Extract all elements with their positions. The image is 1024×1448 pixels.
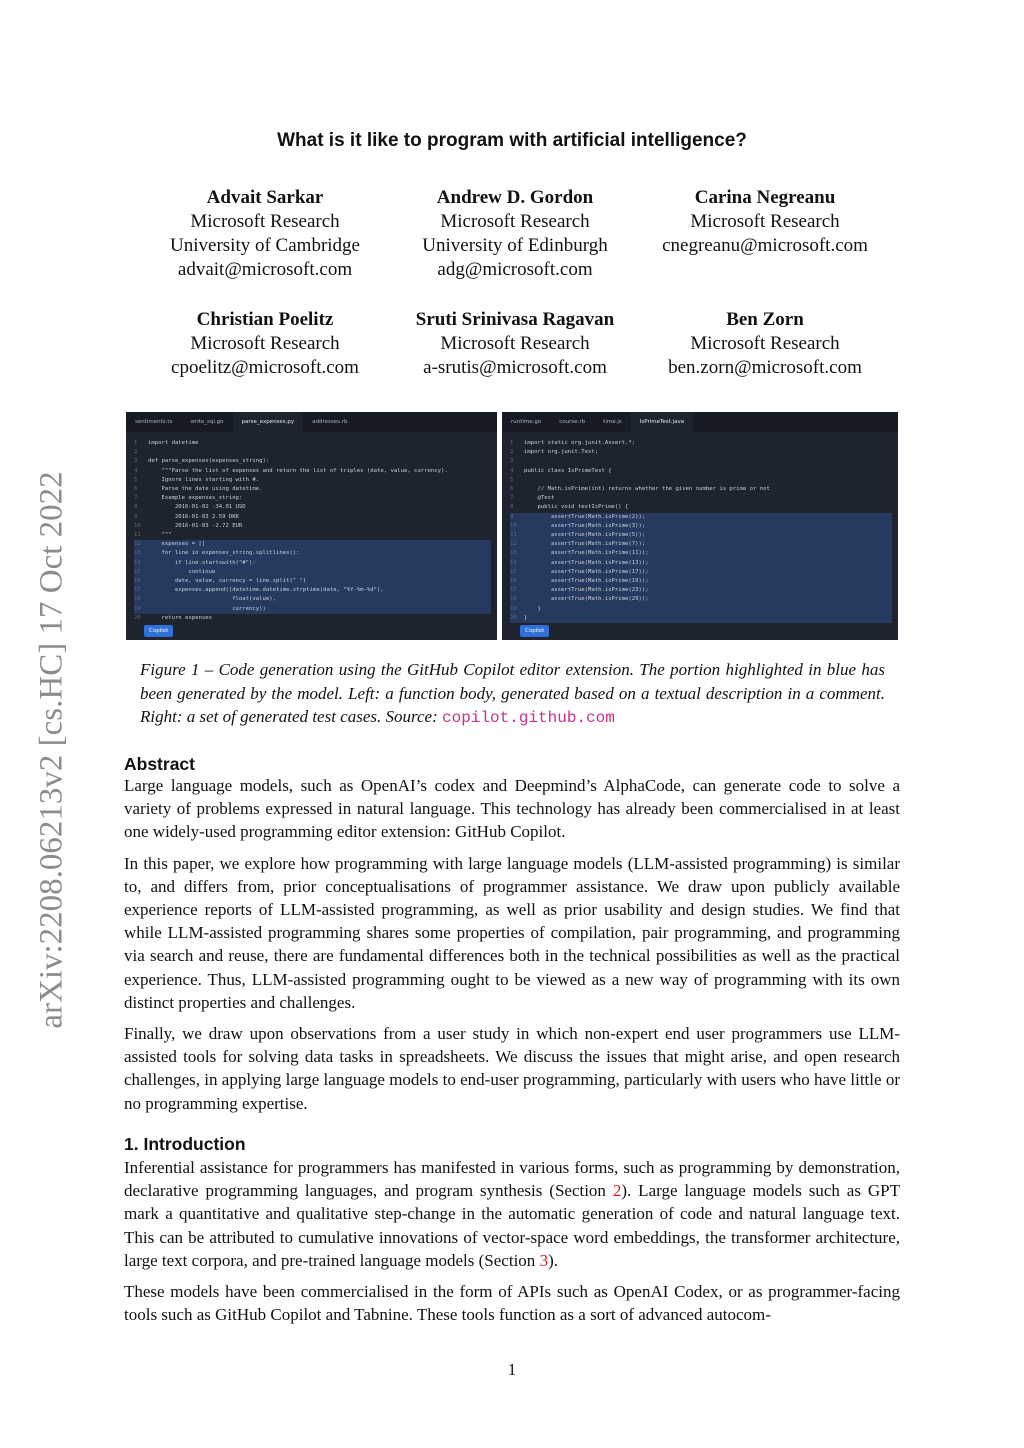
author <box>140 308 390 380</box>
line-number: 5 <box>134 476 138 483</box>
line-number: 9 <box>510 513 514 520</box>
code-listing <box>126 432 497 623</box>
code-line <box>510 540 892 549</box>
author-affiliation: Microsoft Research <box>690 211 840 232</box>
author-email: a-srutis@microsoft.com <box>423 357 607 378</box>
intro-paragraph: These models have been commercialised in the form of APIs such as OpenAI Codex, or as programmer-facing tools such as GitHub Copilot and Tabnine. These tools function as a sort of advanced autocom- <box>124 1282 900 1325</box>
code-text: assertTrue(Math.isPrime(29)); <box>524 596 649 603</box>
introduction-heading: 1. Introduction <box>124 1134 246 1154</box>
line-number: 18 <box>134 596 141 603</box>
line-number: 20 <box>134 614 141 621</box>
code-text: assertTrue(Math.isPrime(23)); <box>524 587 649 594</box>
code-text: """Parse the list of expenses and return the list of triples (date, value, currency). <box>148 467 448 474</box>
code-text: return expenses <box>148 614 212 621</box>
code-text: assertTrue(Math.isPrime(2)); <box>524 513 646 520</box>
line-number: 15 <box>134 568 141 575</box>
abstract-paragraph: In this paper, we explore how programming with large language models (LLM-assisted programming) is similar to, and differs from, prior conceptualisations of programmer assistance. We draw upon publicly available experience reports of LLM-assisted programming, as well as prior usability and design studies. We find that while LLM-assisted programming shares some properties of compilation, pair programming, and programming via search and reuse, there are fundamental differences both in the technical possibilities as well as the practical experience. Thus, LLM-assisted programming ought to be viewed as a new way of programming with its own distinct properties and challenges. <box>124 853 900 1012</box>
editor-tab-active: parse_expenses.py <box>233 412 304 432</box>
code-text: public void testIsPrime() { <box>524 504 629 511</box>
abstract-paragraph: Large language models, such as OpenAI’s codex and Deepmind’s AlphaCode, can generate code to solve a variety of problems expressed in natural language. This technology has already been commercialised in at least one widely-used programming editor extension: GitHub Copilot. <box>124 776 900 842</box>
intro-paragraph <box>124 1156 900 1272</box>
copilot-button: Copilot <box>144 625 173 637</box>
code-line <box>510 467 898 476</box>
section-ref-link[interactable]: 3 <box>539 1250 549 1270</box>
line-number: 3 <box>134 458 138 465</box>
code-text: currency)) <box>148 605 266 612</box>
code-text: Ignore lines starting with #. <box>148 476 260 483</box>
figure-caption <box>140 658 885 731</box>
code-text: 2016-01-03 2.59 DKK <box>148 513 239 520</box>
line-number: 7 <box>134 495 138 502</box>
page-number: 1 <box>507 1360 517 1379</box>
code-line <box>510 439 898 448</box>
author <box>390 186 640 282</box>
code-line <box>510 503 898 512</box>
code-line <box>510 522 892 531</box>
caption-source-link[interactable]: copilot.github.com <box>442 709 615 727</box>
code-text: Example expenses_string: <box>148 495 243 502</box>
code-line <box>134 457 497 466</box>
code-line <box>134 559 491 568</box>
author-name: Christian Poelitz <box>196 309 334 330</box>
intro-text: ). Large language models such as GPT mark a quantitative and qualitative step-change in the automatic generation of code and natural language text. This can be attributed to cumulative innovations of vector-space word embeddings, the transformer architecture, large text corpora, and pre-trained language models (Section <box>124 1181 900 1270</box>
paper-title: What is it like to program with artificial intelligence? <box>277 130 747 151</box>
author-name: Ben Zorn <box>726 309 804 330</box>
author-name: Sruti Srinivasa Ragavan <box>415 309 615 330</box>
line-number: 10 <box>134 522 141 529</box>
author-affiliation: Microsoft Research <box>690 333 840 354</box>
code-text: for line in expenses_string.splitlines(): <box>148 550 300 557</box>
figure-right-editor-screenshot <box>502 412 898 640</box>
author-email: cnegreanu@microsoft.com <box>662 235 868 256</box>
code-line <box>134 467 497 476</box>
line-number: 12 <box>510 541 517 548</box>
line-number: 4 <box>134 467 138 474</box>
line-number: 9 <box>134 513 138 520</box>
line-number: 17 <box>134 587 141 594</box>
code-text: 2016-01-02 -34.01 USD <box>148 504 246 511</box>
code-line <box>510 531 892 540</box>
code-text: assertTrue(Math.isPrime(13)); <box>524 559 649 566</box>
editor-tab: addresses.rb <box>312 419 348 425</box>
line-number: 12 <box>134 541 141 548</box>
line-number: 8 <box>134 504 138 511</box>
code-line <box>134 614 497 623</box>
code-text: public class IsPrimeTest { <box>524 467 612 474</box>
line-number: 11 <box>510 532 517 539</box>
line-number: 17 <box>510 587 517 594</box>
line-number: 2 <box>510 449 514 456</box>
intro-text: ). <box>548 1250 558 1270</box>
line-number: 6 <box>510 486 514 493</box>
author-block <box>140 186 890 380</box>
code-line <box>510 614 892 623</box>
author-affiliation: Microsoft Research <box>440 333 590 354</box>
code-line <box>134 448 497 457</box>
code-text: } <box>524 605 541 612</box>
author-affiliation: University of Cambridge <box>170 235 360 256</box>
editor-tab: runtime.go <box>511 419 542 425</box>
code-text: Parse the date using datetime. <box>148 486 263 493</box>
line-number: 14 <box>134 559 141 566</box>
code-text: expenses = [] <box>148 541 206 548</box>
line-number: 5 <box>510 476 514 483</box>
code-line <box>134 494 497 503</box>
line-number: 11 <box>134 532 141 539</box>
author <box>640 308 890 380</box>
code-line <box>134 522 497 531</box>
editor-tab-bar <box>126 412 497 432</box>
arxiv-stamp: arXiv:2208.06213v2 [cs.HC] 17 Oct 2022 <box>33 471 70 1029</box>
intro-text: Inferential assistance for programmers has manifested in various forms, such as programming by demonstration, declarative programming languages, and program synthesis (Section <box>124 1158 900 1201</box>
author-affiliation: Microsoft Research <box>190 211 340 232</box>
line-number: 16 <box>510 578 517 585</box>
code-line <box>510 448 898 457</box>
code-line <box>510 605 892 614</box>
section-ref-link[interactable]: 2 <box>612 1181 622 1201</box>
caption-text: Figure 1 – Code generation using the GitHub Copilot editor extension. The portion highlighted in blue has been generated by the model. Left: a function body, generated based on a textual description in a comment. Right: a set of generated test cases. Source: <box>140 660 885 726</box>
author-name: Andrew D. Gordon <box>436 187 594 208</box>
code-line <box>134 540 491 549</box>
code-text: } <box>524 614 528 621</box>
editor-tab: write_sql.go <box>190 419 224 425</box>
code-text: assertTrue(Math.isPrime(11)); <box>524 550 649 557</box>
code-line <box>510 485 898 494</box>
code-line <box>134 549 491 558</box>
code-text: assertTrue(Math.isPrime(17)); <box>524 568 649 575</box>
code-text: import static org.junit.Assert.*; <box>524 440 636 446</box>
code-text: expenses.append((datetime.datetime.strptime(date, "%Y-%m-%d"), <box>148 587 384 594</box>
code-line <box>510 559 892 568</box>
code-text: 2016-01-03 -2.72 EUR <box>148 522 243 529</box>
line-number: 10 <box>510 522 517 529</box>
code-text: assertTrue(Math.isPrime(19)); <box>524 578 649 585</box>
line-number: 1 <box>134 440 138 446</box>
code-line <box>134 503 497 512</box>
code-text: date, value, currency = line.split(" ") <box>148 578 307 585</box>
code-line <box>510 549 892 558</box>
code-text: def parse_expenses(expenses_string): <box>148 458 270 465</box>
abstract-body <box>124 774 900 1123</box>
code-line <box>134 595 491 604</box>
author-name: Carina Negreanu <box>694 187 836 208</box>
code-line <box>134 577 491 586</box>
code-line <box>510 494 898 503</box>
code-line <box>134 568 491 577</box>
code-line <box>510 568 892 577</box>
author-name: Advait Sarkar <box>206 187 324 208</box>
code-listing <box>502 432 898 623</box>
line-number: 7 <box>510 495 514 502</box>
code-text: float(value), <box>148 596 276 603</box>
line-number: 13 <box>134 550 141 557</box>
editor-tab-active: IsPrimeTest.java <box>631 412 693 432</box>
figure-left-editor-screenshot <box>126 412 497 640</box>
line-number: 6 <box>134 486 138 493</box>
line-number: 15 <box>510 568 517 575</box>
code-text: continue <box>148 568 216 575</box>
editor-tab: sentiments.ts <box>135 419 173 425</box>
code-line <box>134 439 497 448</box>
code-line <box>510 577 892 586</box>
code-line <box>510 476 898 485</box>
code-text: """ <box>148 532 172 539</box>
author-email: cpoelitz@microsoft.com <box>171 357 359 378</box>
line-number: 2 <box>134 449 138 456</box>
line-number: 3 <box>510 458 514 465</box>
editor-tab: course.rb <box>559 419 586 425</box>
author-affiliation: Microsoft Research <box>190 333 340 354</box>
author-email: advait@microsoft.com <box>177 259 353 280</box>
code-line <box>134 485 497 494</box>
code-text: assertTrue(Math.isPrime(3)); <box>524 522 646 529</box>
line-number: 4 <box>510 467 514 474</box>
abstract-paragraph: Finally, we draw upon observations from a user study in which non-expert end user programmers use LLM-assisted tools for solving data tasks in spreadsheets. We discuss the issues that might arise, and open research challenges, in applying large language models to end-user programming, particularly with users who have little or no programming expertise. <box>124 1024 900 1113</box>
editor-tab-bar <box>502 412 898 432</box>
line-number: 1 <box>510 440 514 446</box>
code-line <box>134 531 497 540</box>
author-affiliation: Microsoft Research <box>440 211 590 232</box>
code-line <box>510 586 892 595</box>
code-text: import datetime <box>148 440 199 446</box>
author <box>390 308 640 380</box>
code-line <box>510 513 892 522</box>
code-text: assertTrue(Math.isPrime(7)); <box>524 541 646 548</box>
code-text: import org.junit.Test; <box>524 449 599 456</box>
editor-tab: time.js <box>603 419 622 425</box>
introduction-body <box>124 1156 900 1334</box>
code-line <box>134 586 491 595</box>
author-email: adg@microsoft.com <box>437 259 593 280</box>
code-line <box>134 513 497 522</box>
line-number: 14 <box>510 559 517 566</box>
author-affiliation: University of Edinburgh <box>422 235 608 256</box>
author <box>640 186 890 282</box>
line-number: 13 <box>510 550 517 557</box>
abstract-heading: Abstract <box>124 754 195 774</box>
author <box>140 186 390 282</box>
line-number: 20 <box>510 614 517 621</box>
code-line <box>134 605 491 614</box>
author-email: ben.zorn@microsoft.com <box>668 357 862 378</box>
code-line <box>510 595 892 604</box>
line-number: 19 <box>134 605 141 612</box>
copilot-button: Copilot <box>520 625 549 637</box>
code-text: if line.startswith("#"): <box>148 559 256 566</box>
line-number: 16 <box>134 578 141 585</box>
code-text: assertTrue(Math.isPrime(5)); <box>524 532 646 539</box>
code-line <box>510 457 898 466</box>
code-text: @Test <box>524 495 555 502</box>
line-number: 8 <box>510 504 514 511</box>
line-number: 18 <box>510 596 517 603</box>
code-line <box>134 476 497 485</box>
code-text: // Math.isPrime(int) returns whether the given number is prime or not <box>524 486 770 493</box>
line-number: 19 <box>510 605 517 612</box>
